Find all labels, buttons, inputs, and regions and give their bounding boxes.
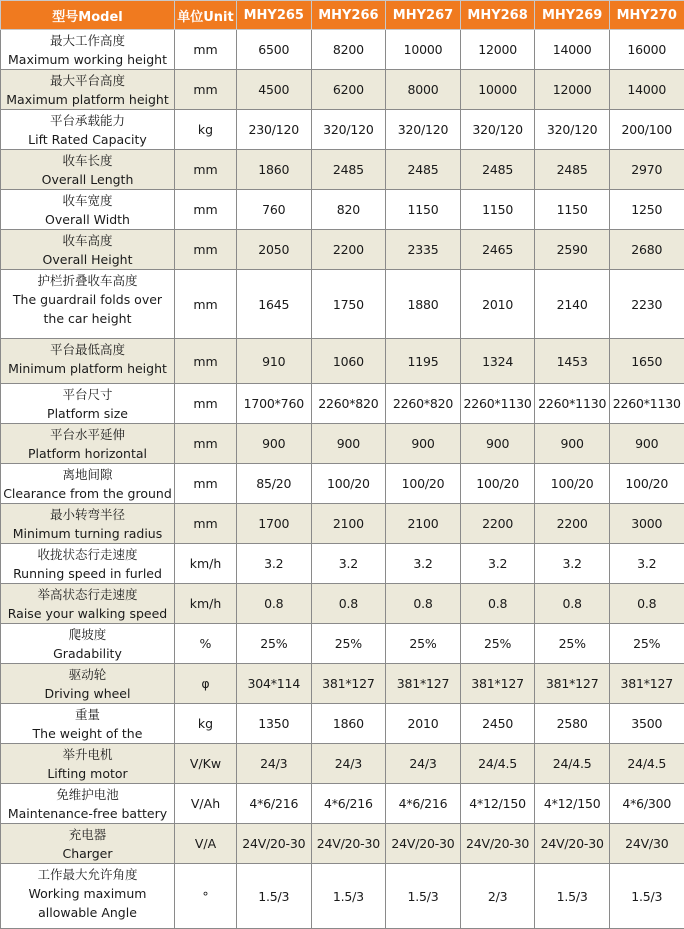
parameter-name-en: Platform horizontal xyxy=(27,446,148,461)
value-cell: 381*127 xyxy=(386,664,461,704)
table-row xyxy=(1,744,684,784)
value-cell: 381*127 xyxy=(311,664,386,704)
value-cell: 2450 xyxy=(460,704,535,744)
unit-cell: V/Ah xyxy=(175,784,237,824)
unit-cell: mm xyxy=(175,230,237,270)
parameter-name-cell xyxy=(1,230,175,270)
value-cell: 2010 xyxy=(460,270,535,339)
table-row xyxy=(1,464,684,504)
parameter-name-zh: 举升电机 xyxy=(62,747,113,762)
value-cell: 12000 xyxy=(535,70,610,110)
value-cell: 1.5/3 xyxy=(386,864,461,929)
unit-cell: V/A xyxy=(175,824,237,864)
parameter-name-en: The weight of the xyxy=(32,726,143,741)
parameter-name-cell xyxy=(1,544,175,584)
parameter-name-zh: 充电器 xyxy=(68,827,107,842)
value-cell: 1150 xyxy=(535,190,610,230)
parameter-name-zh: 免维护电池 xyxy=(56,787,119,802)
parameter-name-zh: 重量 xyxy=(74,707,100,722)
value-cell: 3000 xyxy=(609,504,684,544)
value-cell: 24/3 xyxy=(386,744,461,784)
value-cell: 8000 xyxy=(386,70,461,110)
parameter-name-cell xyxy=(1,704,175,744)
value-cell: 100/20 xyxy=(311,464,386,504)
value-cell: 381*127 xyxy=(609,664,684,704)
parameter-name-zh: 平台最低高度 xyxy=(49,342,125,357)
unit-cell: φ xyxy=(175,664,237,704)
value-cell: 25% xyxy=(237,624,312,664)
parameter-name-zh: 收拢状态行走速度 xyxy=(37,547,138,562)
value-cell: 1.5/3 xyxy=(237,864,312,929)
value-cell: 10000 xyxy=(386,30,461,70)
value-cell: 1150 xyxy=(460,190,535,230)
value-cell: 1880 xyxy=(386,270,461,339)
value-cell: 910 xyxy=(237,339,312,384)
value-cell: 2260*1130 xyxy=(460,384,535,424)
parameter-name-en: Maximum working height xyxy=(8,52,167,67)
value-cell: 2970 xyxy=(609,150,684,190)
value-cell: 1350 xyxy=(237,704,312,744)
unit-header: 单位Unit xyxy=(175,1,237,30)
parameter-name-zh: 最大工作高度 xyxy=(49,33,125,48)
unit-cell: mm xyxy=(175,424,237,464)
parameter-name-cell xyxy=(1,424,175,464)
value-cell: 0.8 xyxy=(237,584,312,624)
parameter-name-zh: 工作最大允许角度 xyxy=(37,867,138,882)
unit-cell: kg xyxy=(175,704,237,744)
parameter-name-en: Charger xyxy=(62,846,113,861)
value-cell: 6200 xyxy=(311,70,386,110)
table-row xyxy=(1,230,684,270)
value-cell: 25% xyxy=(460,624,535,664)
parameter-name-zh: 爬坡度 xyxy=(68,627,107,642)
value-cell: 1.5/3 xyxy=(311,864,386,929)
parameter-name-zh: 护栏折叠收车高度 xyxy=(37,273,138,288)
value-cell: 8200 xyxy=(311,30,386,70)
value-cell: 2590 xyxy=(535,230,610,270)
unit-cell: mm xyxy=(175,464,237,504)
parameter-name-cell xyxy=(1,384,175,424)
value-cell: 4*6/216 xyxy=(386,784,461,824)
value-cell: 320/120 xyxy=(535,110,610,150)
value-cell: 3.2 xyxy=(311,544,386,584)
value-cell: 3.2 xyxy=(237,544,312,584)
unit-cell: mm xyxy=(175,504,237,544)
parameter-name-zh: 收车高度 xyxy=(62,233,113,248)
value-cell: 24V/20-30 xyxy=(535,824,610,864)
parameter-name-en: Overall Length xyxy=(41,172,134,187)
value-cell: 2200 xyxy=(535,504,610,544)
table-row xyxy=(1,704,684,744)
value-cell: 381*127 xyxy=(460,664,535,704)
parameter-name-en: Running speed in furled xyxy=(13,566,162,581)
parameter-name-en: Minimum turning radius xyxy=(12,526,163,541)
table-row xyxy=(1,504,684,544)
value-cell: 2260*820 xyxy=(386,384,461,424)
value-cell: 0.8 xyxy=(609,584,684,624)
value-cell: 2260*1130 xyxy=(609,384,684,424)
table-row xyxy=(1,384,684,424)
value-cell: 24V/20-30 xyxy=(237,824,312,864)
parameter-name-en: Maximum platform height xyxy=(6,92,169,107)
header-row xyxy=(1,1,684,30)
value-cell: 1700 xyxy=(237,504,312,544)
parameter-name-en: Lift Rated Capacity xyxy=(28,132,147,147)
value-cell: 320/120 xyxy=(386,110,461,150)
value-cell: 4*12/150 xyxy=(535,784,610,824)
value-cell: 2680 xyxy=(609,230,684,270)
value-cell: 900 xyxy=(311,424,386,464)
value-cell: 1645 xyxy=(237,270,312,339)
value-cell: 14000 xyxy=(535,30,610,70)
value-cell: 24/4.5 xyxy=(535,744,610,784)
value-cell: 900 xyxy=(535,424,610,464)
model-header: 型号Model xyxy=(1,1,175,30)
unit-cell: mm xyxy=(175,339,237,384)
unit-cell: km/h xyxy=(175,544,237,584)
value-cell: 0.8 xyxy=(386,584,461,624)
value-cell: 24V/20-30 xyxy=(460,824,535,864)
value-cell: 900 xyxy=(609,424,684,464)
parameter-name-cell xyxy=(1,30,175,70)
value-cell: 25% xyxy=(609,624,684,664)
value-cell: 24/3 xyxy=(237,744,312,784)
value-cell: 2485 xyxy=(311,150,386,190)
value-cell: 900 xyxy=(386,424,461,464)
value-cell: 1453 xyxy=(535,339,610,384)
value-cell: 100/20 xyxy=(535,464,610,504)
value-cell: 1250 xyxy=(609,190,684,230)
parameter-name-cell xyxy=(1,150,175,190)
parameter-name-en: Lifting motor xyxy=(47,766,128,781)
value-cell: 900 xyxy=(237,424,312,464)
value-cell: 820 xyxy=(311,190,386,230)
value-cell: 3.2 xyxy=(460,544,535,584)
parameter-name-en: Overall Height xyxy=(42,252,133,267)
parameter-name-cell xyxy=(1,824,175,864)
table-row xyxy=(1,864,684,929)
parameter-name-cell xyxy=(1,190,175,230)
unit-cell: mm xyxy=(175,270,237,339)
parameter-name-zh: 收车宽度 xyxy=(62,193,113,208)
table-row xyxy=(1,664,684,704)
value-cell: 2/3 xyxy=(460,864,535,929)
model-column-header: MHY267 xyxy=(386,1,461,30)
parameter-name-cell xyxy=(1,584,175,624)
parameter-name-zh: 平台尺寸 xyxy=(62,387,113,402)
table-row xyxy=(1,624,684,664)
spec-table-body xyxy=(1,30,684,929)
parameter-name-cell xyxy=(1,664,175,704)
parameter-name-cell xyxy=(1,70,175,110)
value-cell: 2200 xyxy=(460,504,535,544)
parameter-name-en: The guardrail folds over the car height xyxy=(12,292,163,326)
parameter-name-zh: 最大平台高度 xyxy=(49,73,125,88)
value-cell: 2100 xyxy=(311,504,386,544)
value-cell: 2010 xyxy=(386,704,461,744)
value-cell: 1700*760 xyxy=(237,384,312,424)
value-cell: 10000 xyxy=(460,70,535,110)
model-column-header: MHY266 xyxy=(311,1,386,30)
value-cell: 25% xyxy=(535,624,610,664)
model-column-header: MHY269 xyxy=(535,1,610,30)
parameter-name-zh: 收车长度 xyxy=(62,153,113,168)
value-cell: 14000 xyxy=(609,70,684,110)
value-cell: 1860 xyxy=(311,704,386,744)
unit-cell: ° xyxy=(175,864,237,929)
value-cell: 6500 xyxy=(237,30,312,70)
unit-cell: mm xyxy=(175,70,237,110)
parameter-name-en: Platform size xyxy=(47,406,128,421)
table-row xyxy=(1,784,684,824)
value-cell: 320/120 xyxy=(311,110,386,150)
parameter-name-en: Driving wheel xyxy=(44,686,131,701)
value-cell: 0.8 xyxy=(535,584,610,624)
value-cell: 230/120 xyxy=(237,110,312,150)
model-column-header: MHY270 xyxy=(609,1,684,30)
table-row xyxy=(1,270,684,339)
table-row xyxy=(1,110,684,150)
value-cell: 4*6/300 xyxy=(609,784,684,824)
unit-cell: % xyxy=(175,624,237,664)
value-cell: 24V/30 xyxy=(609,824,684,864)
unit-cell: mm xyxy=(175,384,237,424)
parameter-name-en: Minimum platform height xyxy=(8,361,167,376)
parameter-name-zh: 离地间隙 xyxy=(62,467,113,482)
parameter-name-zh: 举高状态行走速度 xyxy=(37,587,138,602)
parameter-name-en: Working maximum allowable Angle xyxy=(28,886,147,920)
value-cell: 100/20 xyxy=(386,464,461,504)
value-cell: 25% xyxy=(311,624,386,664)
parameter-name-en: Raise your walking speed xyxy=(7,606,168,621)
parameter-name-zh: 驱动轮 xyxy=(68,667,107,682)
table-row xyxy=(1,70,684,110)
parameter-name-cell xyxy=(1,270,175,339)
value-cell: 304*114 xyxy=(237,664,312,704)
unit-cell: km/h xyxy=(175,584,237,624)
parameter-name-zh: 平台水平延伸 xyxy=(49,427,125,442)
parameter-name-cell xyxy=(1,110,175,150)
value-cell: 1650 xyxy=(609,339,684,384)
value-cell: 2140 xyxy=(535,270,610,339)
value-cell: 12000 xyxy=(460,30,535,70)
value-cell: 320/120 xyxy=(460,110,535,150)
unit-cell: mm xyxy=(175,30,237,70)
parameter-name-cell xyxy=(1,624,175,664)
value-cell: 3.2 xyxy=(386,544,461,584)
unit-cell: mm xyxy=(175,190,237,230)
value-cell: 2100 xyxy=(386,504,461,544)
value-cell: 85/20 xyxy=(237,464,312,504)
value-cell: 4*12/150 xyxy=(460,784,535,824)
value-cell: 2465 xyxy=(460,230,535,270)
value-cell: 2485 xyxy=(460,150,535,190)
value-cell: 2485 xyxy=(535,150,610,190)
value-cell: 1.5/3 xyxy=(609,864,684,929)
value-cell: 3500 xyxy=(609,704,684,744)
parameter-name-zh: 平台承载能力 xyxy=(49,113,125,128)
table-row xyxy=(1,30,684,70)
value-cell: 2580 xyxy=(535,704,610,744)
value-cell: 760 xyxy=(237,190,312,230)
model-column-header: MHY265 xyxy=(237,1,312,30)
value-cell: 1060 xyxy=(311,339,386,384)
value-cell: 4*6/216 xyxy=(237,784,312,824)
parameter-name-cell xyxy=(1,784,175,824)
table-row xyxy=(1,824,684,864)
unit-cell: V/Kw xyxy=(175,744,237,784)
value-cell: 25% xyxy=(386,624,461,664)
parameter-name-cell xyxy=(1,864,175,929)
parameter-name-en: Clearance from the ground xyxy=(3,486,172,501)
value-cell: 0.8 xyxy=(460,584,535,624)
value-cell: 200/100 xyxy=(609,110,684,150)
value-cell: 4500 xyxy=(237,70,312,110)
unit-cell: mm xyxy=(175,150,237,190)
parameter-name-cell xyxy=(1,744,175,784)
value-cell: 4*6/216 xyxy=(311,784,386,824)
parameter-name-zh: 最小转弯半径 xyxy=(49,507,125,522)
value-cell: 2200 xyxy=(311,230,386,270)
table-row xyxy=(1,339,684,384)
value-cell: 24V/20-30 xyxy=(386,824,461,864)
parameter-name-cell xyxy=(1,339,175,384)
value-cell: 2335 xyxy=(386,230,461,270)
value-cell: 1750 xyxy=(311,270,386,339)
value-cell: 3.2 xyxy=(535,544,610,584)
parameter-name-en: Overall Width xyxy=(45,212,130,227)
model-column-header: MHY268 xyxy=(460,1,535,30)
value-cell: 2485 xyxy=(386,150,461,190)
parameter-name-en: Gradability xyxy=(53,646,122,661)
table-row xyxy=(1,190,684,230)
table-row xyxy=(1,424,684,464)
value-cell: 2050 xyxy=(237,230,312,270)
value-cell: 24/4.5 xyxy=(460,744,535,784)
value-cell: 1860 xyxy=(237,150,312,190)
unit-cell: kg xyxy=(175,110,237,150)
value-cell: 2260*1130 xyxy=(535,384,610,424)
table-row xyxy=(1,544,684,584)
value-cell: 1.5/3 xyxy=(535,864,610,929)
value-cell: 1195 xyxy=(386,339,461,384)
value-cell: 0.8 xyxy=(311,584,386,624)
value-cell: 1324 xyxy=(460,339,535,384)
value-cell: 100/20 xyxy=(609,464,684,504)
value-cell: 2230 xyxy=(609,270,684,339)
value-cell: 24/3 xyxy=(311,744,386,784)
value-cell: 24/4.5 xyxy=(609,744,684,784)
value-cell: 1150 xyxy=(386,190,461,230)
value-cell: 100/20 xyxy=(460,464,535,504)
parameter-name-en: Maintenance-free battery xyxy=(7,806,168,821)
value-cell: 3.2 xyxy=(609,544,684,584)
value-cell: 24V/20-30 xyxy=(311,824,386,864)
table-row xyxy=(1,150,684,190)
value-cell: 900 xyxy=(460,424,535,464)
value-cell: 16000 xyxy=(609,30,684,70)
value-cell: 381*127 xyxy=(535,664,610,704)
value-cell: 2260*820 xyxy=(311,384,386,424)
parameter-name-cell xyxy=(1,504,175,544)
table-row xyxy=(1,584,684,624)
parameter-name-cell xyxy=(1,464,175,504)
